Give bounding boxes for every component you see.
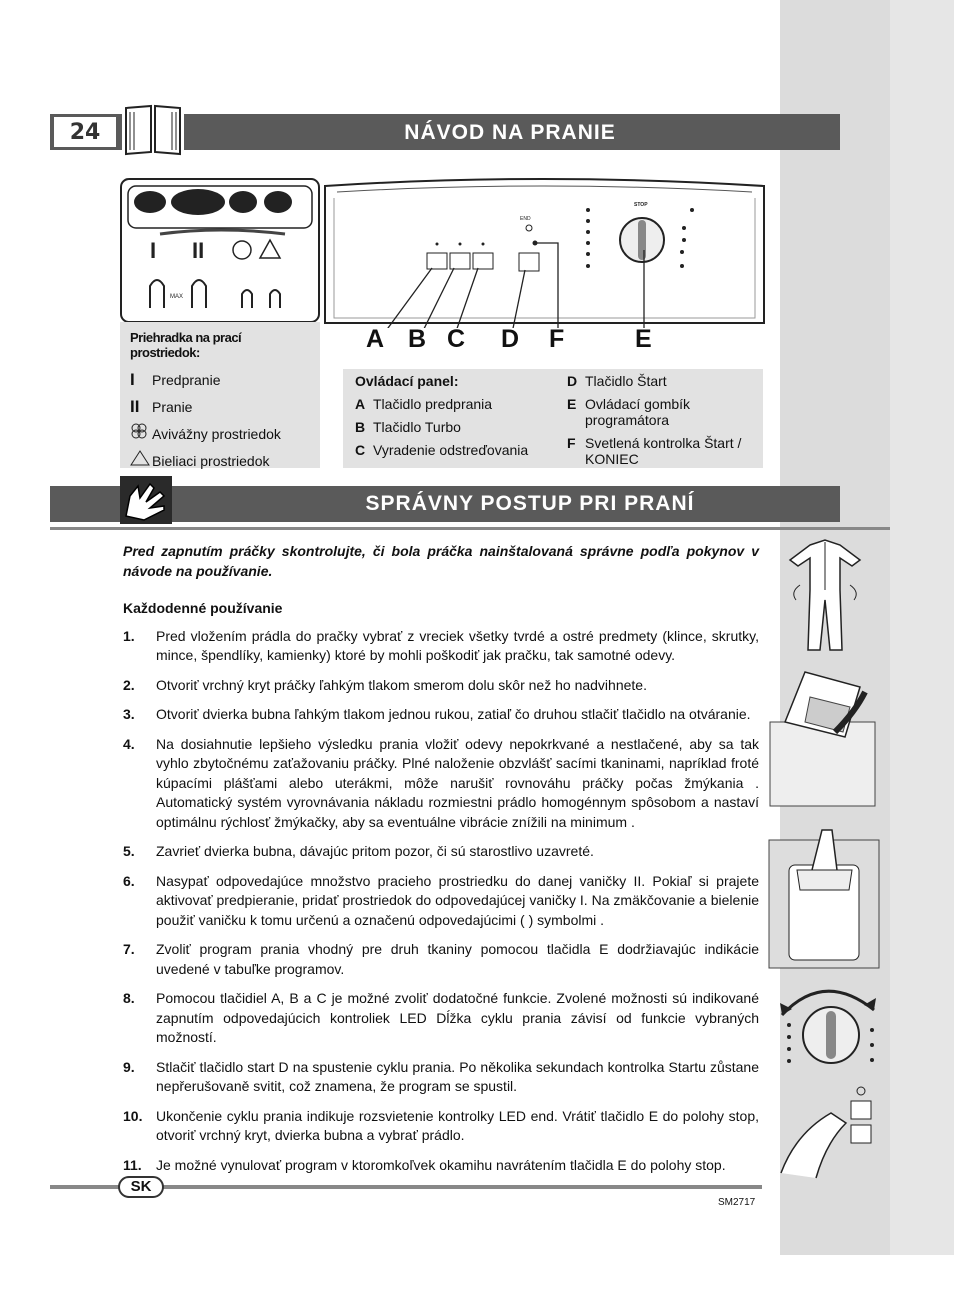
program-dial-illustration [774, 975, 884, 1090]
legend-label: Pranie [152, 398, 193, 415]
step-item: 9. Stlačiť tlačidlo start D na spustenie cyklu prania. Po několika sekundach kontrolka Startu zůstane nepřerušovaně svitit, což znamena, že program se spustil. [123, 1058, 759, 1094]
legend-item [130, 420, 310, 447]
subheading: Každodenné používanie [123, 600, 283, 616]
step-item: 1. Pred vložením prádla do pračky vybrať z vreciek všetky tvrdé a ostré predmety (klince, skrutky, mince, špendlíky, kamienky) ktoré by mohli poškodiť jak pračku, tak samotné odevy. [123, 627, 759, 663]
legend-label: Bieliaci prostriedok [152, 452, 270, 469]
legend-title: Ovládací panel: [355, 373, 459, 389]
language-badge: SK [118, 1176, 164, 1198]
control-panel-illustration [322, 178, 767, 328]
legend-item [130, 366, 310, 393]
control-panel-legend [343, 369, 763, 468]
hand-icon [120, 476, 172, 524]
legend-item-f: F Svetlená kontrolka Štart / KONIEC [567, 435, 742, 467]
legend-item-d: D Tlačidlo Štart [567, 373, 667, 389]
section-title: NÁVOD NA PRANIE [404, 121, 616, 144]
step-item: 11. Je možné vynulovať program v ktoromkoľvek okamihu navrátením tlačidla E do polohy stop. [123, 1156, 726, 1173]
detergent-drawer-illustration [120, 178, 320, 323]
max-label: MAX [170, 294, 184, 300]
step-item: 2. Otvoriť vrchný kryt práčky ľahkým tlakom smerom dolu skôr než ho nadvihnete. [123, 676, 647, 693]
svg-text:I: I [150, 238, 157, 263]
intro-text: Pred zapnutím práčky skontrolujte, či bola práčka nainštalovaná správne podľa pokynov v návode na používanie. [123, 543, 759, 579]
step-item: 7. Zvoliť program prania vhodný pre druh tkaniny pomocou tlačidla E dodržiavajúc indikácie uvedené v tabuľke programov. [123, 941, 759, 977]
flower-icon [130, 423, 152, 444]
section-title: SPRÁVNY POSTUP PRI PRANÍ [365, 492, 695, 515]
detergent-drawer-fill-illustration [767, 810, 882, 970]
legend-item [130, 447, 310, 474]
legend-item-c: C Vyradenie odstreďovania [355, 442, 529, 458]
start-button-press-illustration [776, 1083, 886, 1183]
legend-label: Predpranie [152, 371, 221, 388]
page-number: 24 [53, 116, 117, 148]
panel-letter-f: F [549, 325, 565, 353]
washer-lid-open-illustration [765, 662, 885, 807]
panel-letter-e: E [635, 325, 652, 353]
step-item: 6. Nasypať odpovedajúce množstvo pracieho prostriedku do danej vaničky II. Pokiaľ si prajete aktivovať predpieranie, pridať prostriedok do odpovedajúcej vaničky I. Na zmäkčovanie a bielenie použiť vaničku k tomu určenú a označenú odpovedajúcimi ( ) symbolmi . [123, 872, 759, 928]
legend-item [130, 393, 310, 420]
instructions-body [123, 542, 759, 1175]
step-item: 8. Pomocou tlačidiel A, B a C je možné zvoliť dodatočné funkcie. Zvolené možnosti sú indikované zapnutím odpovedajúcich kontroliek LED Dĺžka cyklu prania závisí od funkcie vybraných možností. [123, 990, 759, 1045]
stop-label: STOP [634, 202, 648, 208]
prewash-symbol: I [130, 369, 135, 389]
bleach-triangle-icon [130, 450, 152, 471]
legend-title: Priehradka na prací prostriedok: [130, 330, 242, 360]
side-band-edge [890, 0, 954, 1255]
step-item: 4. Na dosiahnutie lepšieho výsledku prania vložiť odevy nepokrkvané a nestlačené, aby sa tak vyhlo zbytočnému zaťažovaniu práčky. Plné naloženie obzvlášť sacími tkaninami, napríklad froté kúpacími plášťami alebo uterákmi, môže narušiť rovnováhu práčky počas žmýkania . Automatický systém vyrovnávania nákladu rozmiestni prádlo homogénnym spôsobom a nastaví optimálnu rýchlosť žmýkačky, aby sa eventuálne vibrácie znížili na minimum . [123, 735, 759, 830]
wash-symbol: II [130, 396, 140, 416]
step-item: 5. Zavrieť dvierka bubna, dávajúc pritom pozor, či sú starostlivo uzavreté. [123, 843, 594, 859]
step-item: 10. Ukončenie cyklu prania indikuje rozsvietenie kontrolky LED end. Vrátiť tlačidlo E do polohy stop, otvoriť vrchný kryt, dvierka bubna a vybrať prádlo. [123, 1107, 759, 1143]
legend-label: Avivážny prostriedok [152, 425, 281, 442]
document-code: SM2717 [718, 1197, 756, 1208]
legend-item-a: A Tlačidlo predprania [355, 396, 493, 412]
legend-item-e: E Ovládací gombík programátora [567, 396, 691, 428]
svg-text:II: II [192, 238, 205, 263]
book-icon [120, 100, 186, 160]
divider [50, 527, 890, 530]
panel-letter-c: C [447, 325, 466, 353]
panel-letter-b: B [408, 325, 427, 353]
legend-item-b: B Tlačidlo Turbo [355, 419, 461, 435]
step-item: 3. Otvoriť dvierka bubna ľahkým tlakom jednou rukou, zatiaľ čo druhou stlačiť tlačidlo na otváranie. [123, 706, 751, 722]
panel-letter-a: A [366, 325, 385, 353]
panel-letter-d: D [501, 325, 520, 353]
end-label: END [520, 216, 531, 222]
clothing-pockets-illustration [780, 530, 870, 655]
detergent-drawer-legend [120, 322, 320, 468]
